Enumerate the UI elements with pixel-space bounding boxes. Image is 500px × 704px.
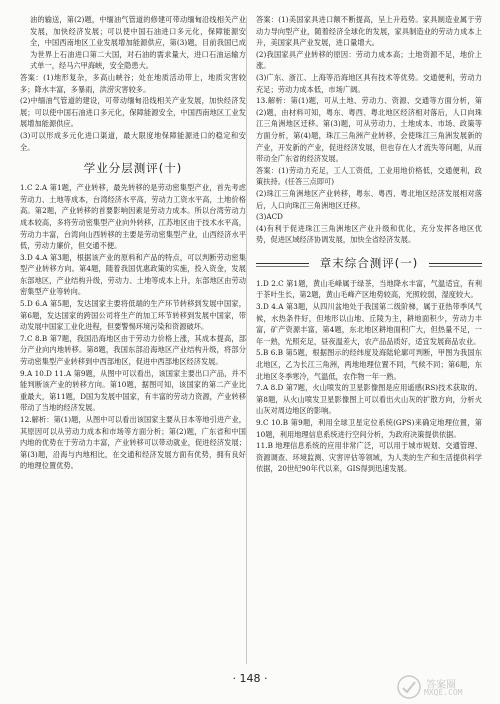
watermark-text: 答案圈 xyxy=(426,680,456,691)
right-answer-3: (3)广东、浙江、上海等沿海地区具有技术等优势。交通便利，劳动力充足；劳动力成本低，市场广阔。 xyxy=(256,72,482,94)
right-q13-answer-2: (2)珠江三角洲地区产业转移，粤东、粤西、粤北地区经济发展相对落后，人口向珠江三角洲地区迁移。 xyxy=(256,188,482,210)
left-answer-2: (2)中缅油气管道的建设，可带动缅甸沿线相关产业发展，加快经济发展；可以使中国石油进口多元化，保障能源安全，中国西南地区工业发展增加能源供应。 xyxy=(20,96,246,129)
section-header-box xyxy=(256,254,482,272)
right-column xyxy=(256,14,482,475)
left-answer-1: 答案：(1)地形复杂，多高山峡谷；处在地质活动带上，地质灾害较多；降水丰富，多暴雨，洪涝灾害较多。 xyxy=(20,72,246,94)
right-body-5: 9.C 10.B 第9题，利用全球卫星定位系统(GPS)来确定地理位置，第10题，利用地理信息系统进行空间分析，为政府决策提供依据。 xyxy=(256,418,482,439)
section-title-chapter: 章末综合测评(一) xyxy=(309,254,429,272)
right-body-2: 3.D 4.A 第3题，从四川盆地处于我国第二级阶梯，属于亚热带季风气候，水热条件好，但地形以山地、丘陵为主，耕地面积少，劳动力丰富，矿产资源丰富，第4题，东北地区耕地面积广大，但热量不足，一年一熟，光照充足，昼夜温差大，农产品品质好，适宜发展商品农业。 xyxy=(256,302,482,346)
watermark-emblem-icon xyxy=(396,674,422,700)
right-body-3: 5.B 6.B 第5题，根据图示的经纬度及海陆轮廓可判断，甲图为我国东北地区，乙为长江三角洲，两地地理位置不同，气候不同；第6题，东北地区冬季寒冷，气温低，农作物一年一熟。 xyxy=(256,348,482,381)
left-body-3: 5.D 6.A 第5题，发达国家主要将低端的生产环节转移到发展中国家，第6题，发达国家的跨国公司将生产的加工环节转移到发展中国家，带动发展中国家工业化进程，但要警惕环境污染和资源破坏。 xyxy=(20,299,246,332)
right-q13-answer-1: 答案：(1)劳动力充足，工人工资低，工业用地价格低，交通便利，政策扶持。(任答三点即可) xyxy=(256,165,482,187)
section-title-ten: 学业分层测评(十) xyxy=(83,161,183,176)
left-column xyxy=(20,14,246,472)
watermark-url: MXQE.COM xyxy=(424,688,463,697)
watermark-logo xyxy=(396,674,492,700)
right-body-6: 11.B 地理信息系统的应用非常广泛，可以用于城市规划、交通管理、资源调查、环境监测、灾害评估等领域，为人类的生产和生活提供科学依据，20世纪90年代以来，GIS得到迅速发展。 xyxy=(256,441,482,474)
page-number: · 148 · xyxy=(232,672,268,685)
right-q13-analysis: 13.解析：第(1)题，可从土地、劳动力、资源、交通等方面分析，第(2)题，由材料可知，粤东、粤西、粤北地区经济相对落后，人口向珠江三角洲地区迁移。第(3)题，可从劳动力、土地成本、市场、政策等方面分析，第(4)题，珠江三角洲产业转移，会使珠江三角洲发展新的产业，开发新的产业，促进经济发展，但也存在人才流失等问题，从而带动全广东省的经济发展。 xyxy=(256,96,482,164)
right-answer-1: 答案：(1)美国家具进口额不断提高，呈上升趋势。家具制造业属于劳动力导向型产业，随着经济全球化的发展，家具制造业的劳动力成本上升，美国家具产业发展，进口量增大。 xyxy=(256,15,482,48)
left-body-1: 1.C 2.A 第1题，产业转移，最先转移的是劳动密集型产业，首先考虑劳动力、土地等成本，台湾经济水平高，劳动力工资水平高，土地价格高。第2题，产业转移的首要影响因素是劳动力成本。所以台湾劳动力成本较高，多将劳动密集型产业向外转移，江苏地区由于技术水平高，劳动力丰富，台湾向山西转移的主要是劳动密集型产业，山西经济水平低，劳动力廉价，但交通不便。 xyxy=(20,183,246,251)
left-body-6: 12.解析：第(1)题，从图中可以看出该国家主要从日本等地引进产业，其原因可以从劳动力成本和市场等方面分析；第(2)题，广东省和中国内地的优势在于劳动力丰富，产业转移可以带动就业，促进经济发展；第(3)题，沿海与内地相比，在交通和经济发展方面有优势，拥有良好的地理位置优势。 xyxy=(20,415,246,471)
left-body-5: 9.A 10.D 11.A 第9题，从图中可以看出，该国家主要出口产品，并不能判断该产业的转移方向。第10题，据图可知，该国家的第二产业比重最大，第11题，D国为发展中国家，有丰富的劳动力资源，产业转移带动了当地的经济发展。 xyxy=(20,368,246,413)
left-intro: 油的输送，第(2)题，中缅油气管道的修建可带动缅甸沿线相关产业发展，加快经济发展；可以使中国石油进口多元化，保障能源安全，中国西南地区工业发展增加能源供应，第(3)题，目前我国已成为世界上石油进口第二大国，对石油的需求量大，进口石油运输方式单一，经马六甲海峡，安全隐患大。 xyxy=(30,15,246,71)
right-q13-answer-3: (3)ACD xyxy=(256,212,283,222)
right-answer-2: (2)我国家具产业转移的原因：劳动力成本高；土地资源不足，地价上涨。 xyxy=(256,49,482,71)
right-body-4: 7.A 8.D 第7题，火山喷发的卫星影像图是应用遥感(RS)技术获取的。第8题，从火山喷发卫星影像图上可以看出火山灰的扩散方向，分析火山灰对周边地区的影响。 xyxy=(256,383,482,416)
left-answer-3: (3)可以形成多元化进口渠道，最大限度地保障能源进口的稳定和安全。 xyxy=(20,130,246,152)
right-q13-answer-4: (4)有利于促进珠江三角洲地区产业升级和优化，充分发挥各地区优势，促进区域经济协调发展，加快全省经济发展。 xyxy=(256,223,482,245)
left-body-4: 7.C 8.B 第7题，我国沿海地区由于劳动力价格上涨，其成本提高，部分产业向内地转移。第8题，我国东部沿海地区产业结构升级，将部分劳动密集型产业转移到中西部地区，促进中西部地区经济发展。 xyxy=(20,333,246,367)
right-body-1: 1.D 2.C 第1题，黄山毛峰属于绿茶，当地降水丰富，气温适宜，有利于茶叶生长，第2题，黄山毛峰产区地势较高，光照较弱，湿度较大。 xyxy=(256,278,482,300)
column-divider xyxy=(246,16,247,664)
left-body-2: 3.D 4.A 第3题，根据该产业的原料和产品的特点，可以判断劳动密集型产业转移方向。第4题，随着我国优惠政策的实施，投入资金，发展东部地区，产业结构升级，劳动力、土地等成本上升，东部地区由劳动密集型产业等转向。 xyxy=(20,252,246,297)
